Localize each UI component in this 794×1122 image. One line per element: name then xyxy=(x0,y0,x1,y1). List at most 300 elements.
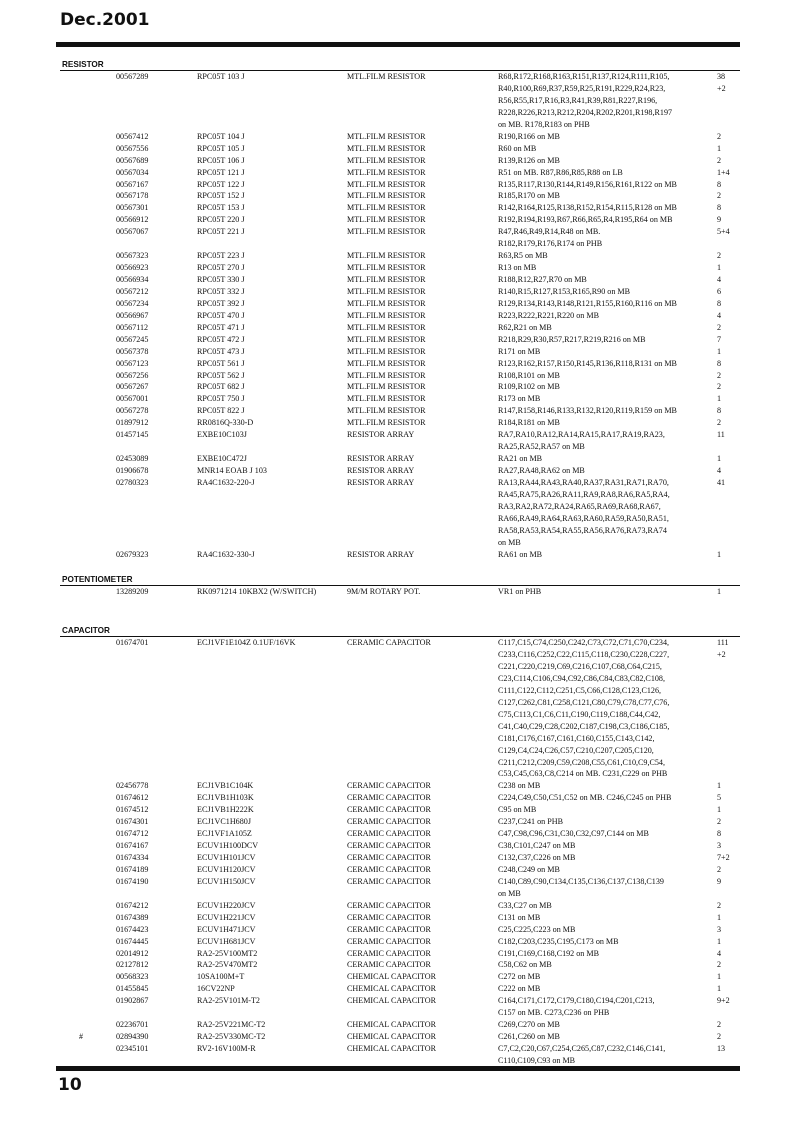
part-code: ECUV1H471JCV xyxy=(197,924,256,934)
part-code: RPC05T 392 J xyxy=(197,298,245,308)
section-title: CAPACITOR xyxy=(62,626,110,635)
quantity: 1 xyxy=(717,972,722,982)
part-description: RESISTOR ARRAY xyxy=(347,454,415,464)
part-description: MTL.FILM RESISTOR xyxy=(347,394,426,404)
part-description: MTL.FILM RESISTOR xyxy=(347,346,426,356)
table-row xyxy=(60,900,740,912)
part-description: MTL.FILM RESISTOR xyxy=(347,370,426,380)
part-code: RA2-25V100MT2 xyxy=(197,948,258,958)
part-number: 01897912 xyxy=(116,418,149,428)
part-code: ECJ1VB1H222K xyxy=(197,805,254,815)
part-code: RPC05T 471 J xyxy=(197,322,245,332)
part-code: ECUV1H120JCV xyxy=(197,864,256,874)
location-line: R68,R172,R168,R163,R151,R137,R124,R111,R105, xyxy=(498,72,670,81)
location-line: C269,C270 on MB xyxy=(498,1020,560,1030)
table-row xyxy=(60,936,740,948)
part-code: RPC05T 104 J xyxy=(197,131,245,141)
part-number: 00567412 xyxy=(116,131,149,141)
part-description: RESISTOR ARRAY xyxy=(347,466,415,476)
table-row xyxy=(60,959,740,971)
location-line: C233,C116,C252,C22,C115,C118,C230,C228,C227, xyxy=(498,649,670,659)
quantity: 2 xyxy=(717,864,722,874)
quantity: 5 xyxy=(717,793,722,803)
location-line: R13 on MB xyxy=(498,263,537,273)
table-row xyxy=(60,549,740,561)
table-row xyxy=(60,322,740,334)
part-code: RPC05T 221 J xyxy=(197,227,245,237)
location-line: C191,C169,C168,C192 on MB xyxy=(498,948,599,958)
part-number: 02453089 xyxy=(116,454,149,464)
location-line: RA66,RA49,RA64,RA63,RA60,RA59,RA50,RA51, xyxy=(498,513,669,523)
location-line: R223,R222,R221,R220 on MB xyxy=(498,310,599,320)
quantity: 1 xyxy=(717,454,722,464)
section-body xyxy=(60,637,740,1067)
part-number: 00566923 xyxy=(116,263,149,273)
part-description: MTL.FILM RESISTOR xyxy=(347,275,426,285)
part-number: 01674167 xyxy=(116,841,149,851)
part-number: 01674189 xyxy=(116,864,149,874)
table-row xyxy=(60,346,740,358)
part-description: 9M/M ROTARY POT. xyxy=(347,587,421,596)
quantity: 7 xyxy=(717,334,722,344)
part-code: RPC05T 473 J xyxy=(197,346,245,356)
part-number: 01674212 xyxy=(116,900,149,910)
part-number: 01902867 xyxy=(116,996,149,1006)
quantity: 9+2 xyxy=(717,996,730,1006)
part-description: CERAMIC CAPACITOR xyxy=(347,638,431,647)
quantity: 2 xyxy=(717,1020,722,1030)
part-code: RPC05T 472 J xyxy=(197,334,245,344)
quantity: 7+2 xyxy=(717,853,730,863)
table-row xyxy=(60,393,740,405)
location-line: C261,C260 on MB xyxy=(498,1032,560,1042)
part-number: 13289209 xyxy=(116,587,149,596)
part-code: RPC05T 220 J xyxy=(197,215,245,225)
location-line: R139,R126 on MB xyxy=(498,155,560,165)
part-number: 00566934 xyxy=(116,275,149,285)
quantity: 2 xyxy=(717,1032,722,1042)
part-number: 00567112 xyxy=(116,322,149,332)
part-code: RA2-25V470MT2 xyxy=(197,960,258,970)
location-line: R60 on MB xyxy=(498,143,537,153)
location-line: C95 on MB xyxy=(498,805,537,815)
part-description: CERAMIC CAPACITOR xyxy=(347,781,431,791)
location-line: RA25,RA52,RA57 on MB xyxy=(498,442,585,452)
quantity: 2 xyxy=(717,131,722,141)
part-description: MTL.FILM RESISTOR xyxy=(347,227,426,237)
part-number: 00567212 xyxy=(116,286,149,296)
location-line: RA58,RA53,RA54,RA55,RA56,RA76,RA73,RA74 xyxy=(498,525,667,535)
table-row xyxy=(60,1031,740,1043)
location-line: RA3,RA2,RA72,RA24,RA65,RA69,RA68,RA67, xyxy=(498,501,661,511)
quantity: 8 xyxy=(717,179,722,189)
location-line: C182,C203,C235,C195,C173 on MB xyxy=(498,936,619,946)
location-line: R184,R181 on MB xyxy=(498,418,560,428)
table-row xyxy=(60,792,740,804)
location-line: C164,C171,C172,C179,C180,C194,C201,C213, xyxy=(498,996,655,1006)
location-line: C272 on MB xyxy=(498,972,541,982)
footer-rule xyxy=(56,1066,740,1071)
part-number: 00567278 xyxy=(116,406,149,416)
part-description: MTL.FILM RESISTOR xyxy=(347,203,426,213)
part-number: 01674701 xyxy=(116,638,149,647)
location-line: R123,R162,R157,R150,R145,R136,R118,R131 on MB xyxy=(498,358,677,368)
location-line: R63,R5 on MB xyxy=(498,251,548,261)
part-number: 01674334 xyxy=(116,853,149,863)
quantity: 4 xyxy=(717,466,722,476)
table-row xyxy=(60,202,740,214)
part-number: 01455845 xyxy=(116,984,149,994)
part-code: RPC05T 122 J xyxy=(197,179,245,189)
part-description: RESISTOR ARRAY xyxy=(347,430,415,440)
part-number: 01674301 xyxy=(116,817,149,827)
part-code: RPC05T 562 J xyxy=(197,370,245,380)
table-row xyxy=(60,586,740,598)
location-line: R228,R226,R213,R212,R204,R202,R201,R198,R197 xyxy=(498,107,673,117)
part-code: RA2-25V101M-T2 xyxy=(197,996,260,1006)
quantity: 4 xyxy=(717,310,722,320)
quantity: 1 xyxy=(717,805,722,815)
quantity: 2 xyxy=(717,900,722,910)
location-line: C127,C262,C81,C258,C121,C80,C79,C78,C77,C76, xyxy=(498,697,670,707)
table-row xyxy=(60,226,740,250)
table-row xyxy=(60,310,740,322)
part-code: 10SA100M+T xyxy=(197,972,245,982)
location-line: C23,C114,C106,C94,C92,C86,C84,C83,C82,C108, xyxy=(498,673,665,683)
quantity: 1+4 xyxy=(717,167,730,177)
part-description: CHEMICAL CAPACITOR xyxy=(347,984,436,994)
part-number: 00566967 xyxy=(116,310,149,320)
table-row xyxy=(60,453,740,465)
part-code: ECUV1H220JCV xyxy=(197,900,256,910)
location-line: C248,C249 on MB xyxy=(498,864,560,874)
location-line: C140,C89,C90,C134,C135,C136,C137,C138,C139 xyxy=(498,876,664,886)
location-line: C129,C4,C24,C26,C57,C210,C207,C205,C120, xyxy=(498,745,654,755)
location-line: on MB xyxy=(498,537,521,547)
part-code: RPC05T 822 J xyxy=(197,406,245,416)
section-title: RESISTOR xyxy=(62,60,104,69)
table-row xyxy=(60,131,740,143)
location-line: C33,C27 on MB xyxy=(498,900,552,910)
location-line: R218,R29,R30,R57,R217,R219,R216 on MB xyxy=(498,334,646,344)
part-description: CERAMIC CAPACITOR xyxy=(347,876,431,886)
part-number: 02127812 xyxy=(116,960,149,970)
part-number: 00567245 xyxy=(116,334,149,344)
table-row xyxy=(60,370,740,382)
table-row xyxy=(60,477,740,549)
part-code: RPC05T 121 J xyxy=(197,167,245,177)
part-number: 00567067 xyxy=(116,227,149,237)
location-line: R192,R194,R193,R67,R66,R65,R4,R195,R64 on MB xyxy=(498,215,673,225)
part-description: MTL.FILM RESISTOR xyxy=(347,251,426,261)
quantity: 8 xyxy=(717,406,722,416)
part-code: ECJ1VF1A105Z xyxy=(197,829,252,839)
part-number: 01674190 xyxy=(116,876,149,886)
part-number: 01906678 xyxy=(116,466,149,476)
quantity: 2 xyxy=(717,322,722,332)
header-rule xyxy=(56,42,740,47)
part-description: RESISTOR ARRAY xyxy=(347,477,415,487)
part-number: 01674445 xyxy=(116,936,149,946)
part-number: 02014912 xyxy=(116,948,149,958)
part-description: MTL.FILM RESISTOR xyxy=(347,310,426,320)
part-code: ECJ1VF1E104Z 0.1UF/16VK xyxy=(197,638,296,647)
section-body xyxy=(60,71,740,561)
part-code: RPC05T 103 J xyxy=(197,72,245,81)
location-line: R140,R15,R127,R153,R165,R90 on MB xyxy=(498,286,630,296)
part-description: MTL.FILM RESISTOR xyxy=(347,322,426,332)
location-line: C131 on MB xyxy=(498,912,541,922)
part-description: MTL.FILM RESISTOR xyxy=(347,334,426,344)
part-description: CHEMICAL CAPACITOR xyxy=(347,996,436,1006)
table-row xyxy=(60,250,740,262)
location-line: C47,C98,C96,C31,C30,C32,C97,C144 on MB xyxy=(498,829,649,839)
table-row xyxy=(60,286,740,298)
part-code: RA4C1632-220-J xyxy=(197,477,255,487)
part-number: 00567256 xyxy=(116,370,149,380)
page-header-date: Dec.2001 xyxy=(60,10,150,30)
part-number: 01674712 xyxy=(116,829,149,839)
location-line: R173 on MB xyxy=(498,394,541,404)
location-line: R62,R21 on MB xyxy=(498,322,552,332)
part-description: CHEMICAL CAPACITOR xyxy=(347,1032,436,1042)
quantity: 41 xyxy=(717,477,726,487)
part-description: MTL.FILM RESISTOR xyxy=(347,131,426,141)
quantity: 1 xyxy=(717,143,722,153)
quantity: 2 xyxy=(717,191,722,201)
table-row xyxy=(60,912,740,924)
table-row xyxy=(60,334,740,346)
part-code: RV2-16V100M-R xyxy=(197,1044,256,1054)
quantity: 1 xyxy=(717,912,722,922)
part-description: CHEMICAL CAPACITOR xyxy=(347,1044,436,1054)
table-row xyxy=(60,274,740,286)
part-number: 00567034 xyxy=(116,167,149,177)
part-number: 02894390 xyxy=(116,1032,149,1042)
quantity: 8 xyxy=(717,358,722,368)
row-mark: # xyxy=(79,1032,84,1042)
table-row xyxy=(60,828,740,840)
quantity: 2 xyxy=(717,155,722,165)
part-description: CERAMIC CAPACITOR xyxy=(347,805,431,815)
location-line: R47,R46,R49,R14,R48 on MB. xyxy=(498,227,601,237)
table-row xyxy=(60,405,740,417)
part-code: EXBE10C103J xyxy=(197,430,247,440)
location-line: R142,R164,R125,R138,R152,R154,R115,R128 on MB xyxy=(498,203,677,213)
quantity: 3 xyxy=(717,924,722,934)
location-line: C224,C49,C50,C51,C52 on MB. C246,C245 on PHB xyxy=(498,793,672,803)
location-line: R129,R134,R143,R148,R121,R155,R160,R116 on MB xyxy=(498,298,677,308)
part-number: 01674512 xyxy=(116,805,149,815)
part-description: CERAMIC CAPACITOR xyxy=(347,841,431,851)
table-row xyxy=(60,262,740,274)
quantity: +2 xyxy=(717,83,726,93)
table-row xyxy=(60,71,740,131)
quantity: 9 xyxy=(717,215,722,225)
part-description: MTL.FILM RESISTOR xyxy=(347,72,426,81)
part-number: 02236701 xyxy=(116,1020,149,1030)
part-description: CERAMIC CAPACITOR xyxy=(347,817,431,827)
page-number: 10 xyxy=(58,1075,82,1095)
part-description: CERAMIC CAPACITOR xyxy=(347,936,431,946)
location-line: C157 on MB. C273,C236 on PHB xyxy=(498,1008,610,1018)
quantity: 1 xyxy=(717,263,722,273)
part-description: MTL.FILM RESISTOR xyxy=(347,298,426,308)
location-line: C237,C241 on PHB xyxy=(498,817,563,827)
location-line: VR1 on PHB xyxy=(498,587,542,596)
location-line: C221,C220,C219,C69,C216,C107,C68,C64,C215, xyxy=(498,661,662,671)
location-line: R190,R166 on MB xyxy=(498,131,560,141)
part-code: 16CV22NP xyxy=(197,984,235,994)
part-number: 01674389 xyxy=(116,912,149,922)
resistor-section xyxy=(60,60,740,561)
table-row xyxy=(60,429,740,453)
quantity: 4 xyxy=(717,275,722,285)
part-description: MTL.FILM RESISTOR xyxy=(347,382,426,392)
part-description: CERAMIC CAPACITOR xyxy=(347,948,431,958)
part-description: MTL.FILM RESISTOR xyxy=(347,286,426,296)
part-description: MTL.FILM RESISTOR xyxy=(347,143,426,153)
quantity: 11 xyxy=(717,430,725,440)
table-row xyxy=(60,816,740,828)
part-code: RPC05T 153 J xyxy=(197,203,245,213)
part-code: RR0816Q-330-D xyxy=(197,418,254,428)
part-number: 00567001 xyxy=(116,394,149,404)
table-row xyxy=(60,840,740,852)
part-number: 00567689 xyxy=(116,155,149,165)
quantity: 111 xyxy=(717,638,729,647)
part-code: RA2-25V330MC-T2 xyxy=(197,1032,266,1042)
table-row xyxy=(60,864,740,876)
table-row xyxy=(60,637,740,780)
location-line: R56,R55,R17,R16,R3,R41,R39,R81,R227,R196, xyxy=(498,95,658,105)
section-body xyxy=(60,586,740,598)
part-description: CERAMIC CAPACITOR xyxy=(347,853,431,863)
table-row xyxy=(60,417,740,429)
quantity: 5+4 xyxy=(717,227,730,237)
table-row xyxy=(60,983,740,995)
part-code: RA2-25V221MC-T2 xyxy=(197,1020,266,1030)
part-description: CERAMIC CAPACITOR xyxy=(347,960,431,970)
location-line: C132,C37,C226 on MB xyxy=(498,853,576,863)
location-line: RA13,RA44,RA43,RA40,RA37,RA31,RA71,RA70, xyxy=(498,477,669,487)
location-line: C25,C225,C223 on MB xyxy=(498,924,576,934)
quantity: 1 xyxy=(717,549,722,559)
location-line: C7,C2,C20,C67,C254,C265,C87,C232,C146,C141, xyxy=(498,1044,666,1054)
part-description: CERAMIC CAPACITOR xyxy=(347,912,431,922)
quantity: 1 xyxy=(717,936,722,946)
quantity: 2 xyxy=(717,817,722,827)
part-description: CHEMICAL CAPACITOR xyxy=(347,972,436,982)
table-row xyxy=(60,358,740,370)
part-number: 02345101 xyxy=(116,1044,149,1054)
part-number: 00567267 xyxy=(116,382,149,392)
table-row xyxy=(60,1043,740,1067)
part-number: 00567178 xyxy=(116,191,149,201)
part-number: 00567301 xyxy=(116,203,149,213)
table-row xyxy=(60,143,740,155)
part-description: CERAMIC CAPACITOR xyxy=(347,829,431,839)
part-description: MTL.FILM RESISTOR xyxy=(347,155,426,165)
quantity: 1 xyxy=(717,394,722,404)
part-description: MTL.FILM RESISTOR xyxy=(347,191,426,201)
part-code: ECUV1H150JCV xyxy=(197,876,256,886)
location-line: C117,C15,C74,C250,C242,C73,C72,C71,C70,C234, xyxy=(498,638,670,647)
part-description: CERAMIC CAPACITOR xyxy=(347,924,431,934)
table-row xyxy=(60,167,740,179)
part-code: RPC05T 682 J xyxy=(197,382,245,392)
part-description: MTL.FILM RESISTOR xyxy=(347,358,426,368)
part-number: 00566912 xyxy=(116,215,149,225)
location-line: on MB xyxy=(498,888,521,898)
potentiometer-section xyxy=(60,575,740,598)
part-description: MTL.FILM RESISTOR xyxy=(347,179,426,189)
table-row xyxy=(60,924,740,936)
part-description: CHEMICAL CAPACITOR xyxy=(347,1020,436,1030)
part-number: 00568323 xyxy=(116,972,149,982)
part-code: ECJ1VB1C104K xyxy=(197,781,254,791)
quantity: 8 xyxy=(717,829,722,839)
location-line: R171 on MB xyxy=(498,346,541,356)
part-number: 00567167 xyxy=(116,179,149,189)
quantity: +2 xyxy=(717,649,726,659)
quantity: 1 xyxy=(717,781,722,791)
part-code: EXBE10C472J xyxy=(197,454,247,464)
part-description: MTL.FILM RESISTOR xyxy=(347,406,426,416)
part-code: ECUV1H100DCV xyxy=(197,841,259,851)
part-number: 02456778 xyxy=(116,781,149,791)
quantity: 2 xyxy=(717,382,722,392)
section-title: POTENTIOMETER xyxy=(62,575,133,584)
part-code: RPC05T 106 J xyxy=(197,155,245,165)
location-line: RA61 on MB xyxy=(498,549,543,559)
quantity: 3 xyxy=(717,841,722,851)
table-row xyxy=(60,1019,740,1031)
quantity: 38 xyxy=(717,72,726,81)
location-line: R108,R101 on MB xyxy=(498,370,560,380)
part-code: RPC05T 470 J xyxy=(197,310,245,320)
part-number: 00567556 xyxy=(116,143,149,153)
part-number: 00567234 xyxy=(116,298,149,308)
location-line: R135,R117,R130,R144,R149,R156,R161,R122 on MB xyxy=(498,179,677,189)
part-number: 02679323 xyxy=(116,549,149,559)
location-line: C238 on MB xyxy=(498,781,541,791)
part-number: 00567289 xyxy=(116,72,149,81)
part-number: 00567123 xyxy=(116,358,149,368)
part-code: RA4C1632-330-J xyxy=(197,549,255,559)
location-line: R147,R158,R146,R133,R132,R120,R119,R159 on MB xyxy=(498,406,677,416)
quantity: 1 xyxy=(717,587,722,596)
location-line: C211,C212,C209,C59,C208,C55,C61,C10,C9,C54, xyxy=(498,757,665,767)
location-line: C181,C176,C167,C161,C160,C155,C143,C142, xyxy=(498,733,655,743)
part-code: RPC05T 105 J xyxy=(197,143,245,153)
part-code: MNR14 EOAB J 103 xyxy=(197,466,267,476)
table-row xyxy=(60,804,740,816)
quantity: 2 xyxy=(717,960,722,970)
location-line: C222 on MB xyxy=(498,984,541,994)
quantity: 2 xyxy=(717,370,722,380)
part-code: RPC05T 270 J xyxy=(197,263,245,273)
part-code: RPC05T 561 J xyxy=(197,358,245,368)
table-row xyxy=(60,298,740,310)
table-row xyxy=(60,948,740,960)
location-line: C75,C113,C1,C6,C11,C190,C119,C188,C44,C42, xyxy=(498,709,661,719)
table-row xyxy=(60,465,740,477)
quantity: 2 xyxy=(717,418,722,428)
table-row xyxy=(60,876,740,900)
table-row xyxy=(60,971,740,983)
quantity: 8 xyxy=(717,298,722,308)
